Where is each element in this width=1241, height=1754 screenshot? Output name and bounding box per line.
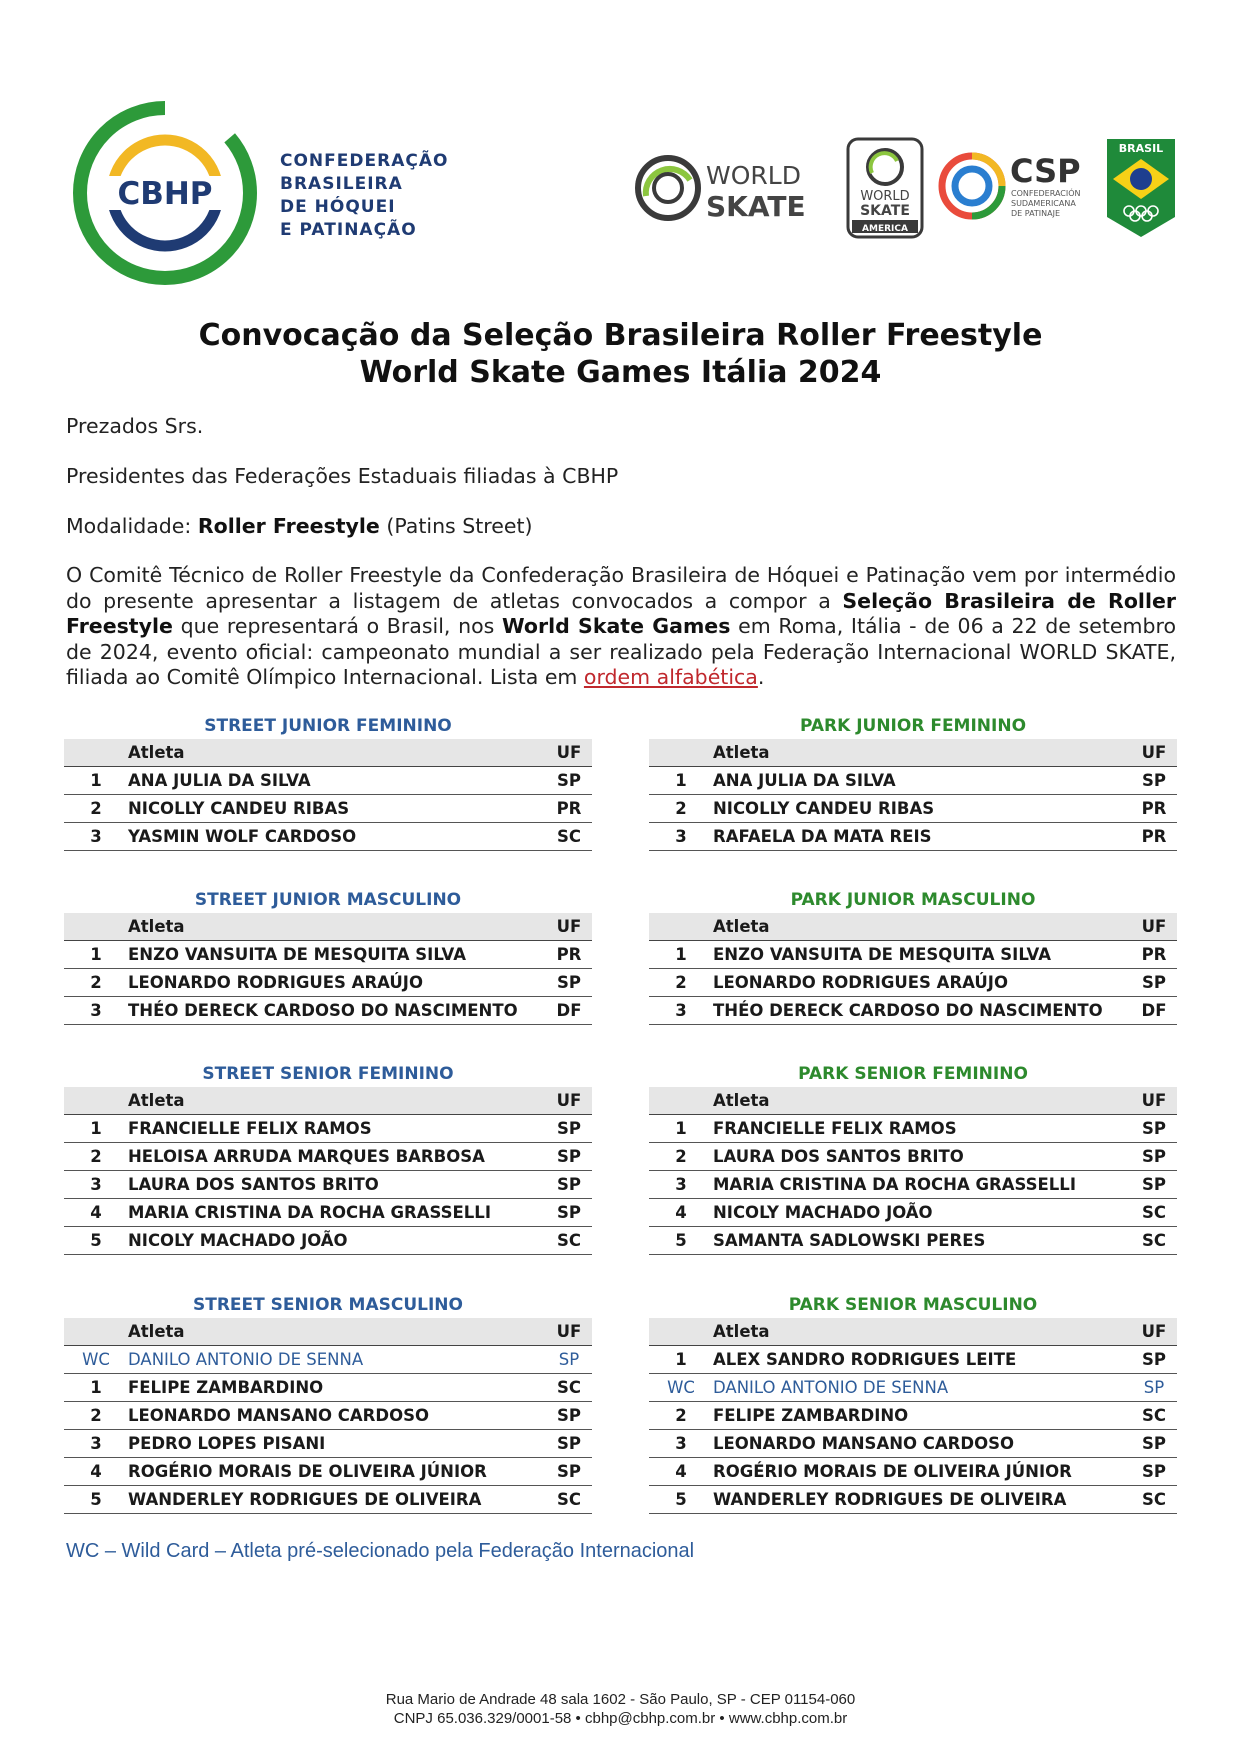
table-street-senior-feminino [64, 1061, 592, 1255]
athlete-uf: SP [1142, 771, 1166, 790]
wild-card-note: WC – Wild Card – Atleta pré-selecionado pela Federação Internacional [66, 1540, 695, 1562]
athlete-name: SAMANTA SADLOWSKI PERES [713, 1231, 986, 1250]
athlete-name: WANDERLEY RODRIGUES DE OLIVEIRA [128, 1490, 482, 1509]
row-number: 3 [90, 1434, 102, 1453]
row-number: 2 [675, 1406, 687, 1425]
athlete-name: LEONARDO RODRIGUES ARAÚJO [713, 973, 1008, 992]
athlete-name: HELOISA ARRUDA MARQUES BARBOSA [128, 1147, 485, 1166]
footer-address: Rua Mario de Andrade 48 sala 1602 - São Paulo, SP - CEP 01154-060 [385, 1691, 856, 1708]
col-athlete: Atleta [128, 1322, 185, 1341]
cbhp-name-line: E PATINAÇÃO [280, 220, 417, 240]
athlete-uf: SP [557, 1147, 581, 1166]
row-number: 2 [90, 1406, 102, 1425]
cbhp-name-line: BRASILEIRA [280, 174, 403, 194]
table-header-row [64, 1318, 592, 1346]
table-row [649, 767, 1177, 795]
athlete-name: ROGÉRIO MORAIS DE OLIVEIRA JÚNIOR [713, 1462, 1072, 1481]
athlete-name: LAURA DOS SANTOS BRITO [128, 1175, 379, 1194]
cbhp-name-line: CONFEDERAÇÃO [280, 151, 449, 171]
table-row [64, 1143, 592, 1171]
athlete-uf: SP [557, 1434, 581, 1453]
table-row [649, 1486, 1177, 1514]
row-number: 3 [90, 1175, 102, 1194]
col-uf: UF [1141, 917, 1167, 936]
table-title: STREET SENIOR FEMININO [202, 1064, 454, 1084]
athlete-uf: PR [556, 945, 582, 964]
table-row [64, 1115, 592, 1143]
col-athlete: Atleta [713, 1091, 770, 1110]
athlete-uf: SC [557, 1378, 581, 1397]
athlete-uf: SC [1142, 1406, 1166, 1425]
col-uf: UF [556, 743, 582, 762]
modality-label: Modalidade: [66, 514, 198, 538]
athlete-name: DANILO ANTONIO DE SENNA [128, 1350, 364, 1369]
table-row [649, 1171, 1177, 1199]
row-number: 2 [90, 1147, 102, 1166]
athlete-name: WANDERLEY RODRIGUES DE OLIVEIRA [713, 1490, 1067, 1509]
athlete-name: NICOLY MACHADO JOÃO [713, 1203, 933, 1222]
athlete-uf: DF [1141, 1001, 1167, 1020]
col-athlete: Atleta [128, 1091, 185, 1110]
table-row [649, 1458, 1177, 1486]
table-row [64, 1346, 592, 1374]
athlete-uf: SP [1142, 1147, 1166, 1166]
row-number: WC [667, 1378, 695, 1397]
alphabetical-order-link[interactable]: ordem alfabética [583, 665, 758, 689]
row-number: 1 [675, 1119, 687, 1138]
cbhp-logo-text: CBHP [117, 176, 213, 212]
table-row [64, 1430, 592, 1458]
athlete-name: NICOLY MACHADO JOÃO [128, 1231, 348, 1250]
col-uf: UF [556, 917, 582, 936]
table-title: STREET JUNIOR MASCULINO [194, 890, 462, 910]
athlete-name: FELIPE ZAMBARDINO [128, 1378, 324, 1397]
athlete-name: NICOLLY CANDEU RIBAS [128, 799, 350, 818]
row-number: 3 [90, 827, 102, 846]
row-number: 1 [675, 1350, 687, 1369]
ws-logo-world: WORLD [706, 161, 801, 190]
page-title-line-1: Convocação da Seleção Brasileira Roller Freestyle [198, 318, 1043, 353]
page-title-line-2: World Skate Games Itália 2024 [359, 355, 882, 390]
wsa-skate: SKATE [860, 203, 910, 219]
athlete-uf: SP [1142, 1350, 1166, 1369]
athlete-uf: DF [556, 1001, 582, 1020]
table-park-junior-feminino [649, 713, 1177, 851]
athlete-uf: SP [557, 1175, 581, 1194]
table-row [64, 997, 592, 1025]
athlete-uf: PR [1141, 827, 1167, 846]
csp-sub-2: SUDAMERICANA [1011, 199, 1076, 208]
athlete-name: ANA JULIA DA SILVA [128, 771, 311, 790]
athlete-uf: SP [1142, 1462, 1166, 1481]
salutation: Prezados Srs. [66, 414, 204, 438]
athlete-uf: PR [556, 799, 582, 818]
table-title: PARK SENIOR MASCULINO [788, 1295, 1038, 1315]
row-number: 1 [90, 1119, 102, 1138]
table-row [64, 1227, 592, 1255]
col-uf: UF [556, 1322, 582, 1341]
athlete-uf: SP [558, 1350, 580, 1369]
athlete-name: NICOLLY CANDEU RIBAS [713, 799, 935, 818]
row-number: 1 [675, 945, 687, 964]
table-header-row [649, 913, 1177, 941]
col-number [649, 1087, 713, 1114]
ws-logo-skate: SKATE [706, 190, 806, 223]
table-row [649, 823, 1177, 851]
world-skate-logo [632, 150, 832, 230]
body-bold: Seleção Brasileira de Roller Freestyle [66, 588, 1176, 638]
cbhp-full-name [280, 150, 448, 242]
athlete-name: ENZO VANSUITA DE MESQUITA SILVA [128, 945, 466, 964]
athlete-name: LAURA DOS SANTOS BRITO [713, 1147, 964, 1166]
cbhp-logo [72, 100, 258, 286]
athlete-name: ALEX SANDRO RODRIGUES LEITE [713, 1350, 1017, 1369]
body-text: que representará o Brasil, nos [172, 614, 502, 638]
athlete-uf: PR [1141, 799, 1167, 818]
csp-sub-1: CONFEDERACIÓN [1011, 189, 1081, 198]
row-number: 4 [675, 1462, 687, 1481]
body-text: em Roma, Itália - de 06 a 22 de setembro de 2024, evento oficial: campeonato mundial a ser realizado pela Federação Internacional WORLD SKATE, filiada ao Comitê Olímpico Internacional. Lista em [66, 614, 1176, 689]
table-row [649, 969, 1177, 997]
addressees: Presidentes das Federações Estaduais filiadas à CBHP [66, 464, 619, 488]
table-row [649, 941, 1177, 969]
col-number [649, 739, 713, 766]
row-number: 5 [90, 1490, 102, 1509]
table-row [64, 1199, 592, 1227]
table-title: PARK JUNIOR FEMININO [799, 716, 1027, 736]
brasil-olympic-logo [1105, 137, 1177, 239]
athlete-uf: SC [557, 827, 581, 846]
table-row [64, 1458, 592, 1486]
body-bold: World Skate Games [502, 614, 731, 638]
table-title: STREET SENIOR MASCULINO [193, 1295, 463, 1315]
athlete-uf: SP [557, 1203, 581, 1222]
athlete-name: LEONARDO RODRIGUES ARAÚJO [128, 973, 423, 992]
col-athlete: Atleta [713, 1322, 770, 1341]
table-row [64, 1171, 592, 1199]
athlete-name: PEDRO LOPES PISANI [128, 1434, 326, 1453]
col-number [64, 913, 128, 940]
athlete-uf: SP [557, 973, 581, 992]
table-row [649, 1430, 1177, 1458]
table-title: PARK JUNIOR MASCULINO [790, 890, 1036, 910]
athlete-name: THÉO DERECK CARDOSO DO NASCIMENTO [128, 1001, 518, 1020]
table-row [64, 1402, 592, 1430]
table-row [64, 969, 592, 997]
row-number: 5 [90, 1231, 102, 1250]
row-number: 4 [675, 1203, 687, 1222]
row-number: 3 [675, 827, 687, 846]
row-number: 5 [675, 1490, 687, 1509]
row-number: 5 [675, 1231, 687, 1250]
athlete-uf: SC [557, 1231, 581, 1250]
athlete-uf: SP [557, 1119, 581, 1138]
athlete-name: RAFAELA DA MATA REIS [713, 827, 932, 846]
csp-logo-text: CSP [1010, 152, 1081, 190]
row-number: 2 [90, 973, 102, 992]
table-row [649, 1115, 1177, 1143]
athlete-uf: SP [1142, 973, 1166, 992]
athlete-uf: SP [1143, 1378, 1165, 1397]
col-number [64, 1087, 128, 1114]
athlete-name: DANILO ANTONIO DE SENNA [713, 1378, 949, 1397]
footer-contact: CNPJ 65.036.329/0001-58 • cbhp@cbhp.com.br • www.cbhp.com.br [393, 1710, 848, 1727]
body-text: . [757, 665, 765, 689]
col-uf: UF [556, 1091, 582, 1110]
athlete-name: FRANCIELLE FELIX RAMOS [713, 1119, 957, 1138]
table-row [64, 767, 592, 795]
athlete-uf: SP [557, 1406, 581, 1425]
athlete-uf: SP [1142, 1119, 1166, 1138]
table-row [64, 795, 592, 823]
athlete-name: LEONARDO MANSANO CARDOSO [128, 1406, 430, 1425]
athlete-name: MARIA CRISTINA DA ROCHA GRASSELLI [128, 1203, 491, 1222]
table-street-junior-masculino [64, 887, 592, 1025]
table-header-row [64, 913, 592, 941]
row-number: 4 [90, 1203, 102, 1222]
cbhp-name-line: DE HÓQUEI [280, 197, 396, 217]
row-number: 1 [90, 771, 102, 790]
col-athlete: Atleta [713, 917, 770, 936]
athlete-uf: SC [557, 1490, 581, 1509]
brasil-text: BRASIL [1118, 142, 1164, 155]
wsa-america: AMERICA [862, 224, 908, 234]
row-number: 2 [90, 799, 102, 818]
table-row [649, 1374, 1177, 1402]
table-row [649, 997, 1177, 1025]
csp-sub-3: DE PATINAJE [1011, 209, 1061, 218]
row-number: WC [82, 1350, 110, 1369]
col-athlete: Atleta [128, 917, 185, 936]
col-athlete: Atleta [128, 743, 185, 762]
athlete-uf: SP [1142, 1175, 1166, 1194]
athlete-uf: SC [1142, 1231, 1166, 1250]
csp-logo [938, 146, 1088, 226]
athlete-name: ROGÉRIO MORAIS DE OLIVEIRA JÚNIOR [128, 1462, 487, 1481]
row-number: 2 [675, 973, 687, 992]
table-header-row [649, 1087, 1177, 1115]
athlete-name: THÉO DERECK CARDOSO DO NASCIMENTO [713, 1001, 1103, 1020]
athlete-uf: SC [1142, 1490, 1166, 1509]
table-row [649, 1346, 1177, 1374]
athlete-uf: SP [557, 1462, 581, 1481]
table-header-row [649, 739, 1177, 767]
athlete-name: FELIPE ZAMBARDINO [713, 1406, 909, 1425]
table-row [64, 1486, 592, 1514]
table-header-row [649, 1318, 1177, 1346]
table-row [64, 941, 592, 969]
row-number: 1 [675, 771, 687, 790]
athlete-name: FRANCIELLE FELIX RAMOS [128, 1119, 372, 1138]
table-row [649, 1227, 1177, 1255]
col-uf: UF [1141, 743, 1167, 762]
table-header-row [64, 739, 592, 767]
row-number: 4 [90, 1462, 102, 1481]
row-number: 3 [675, 1175, 687, 1194]
col-athlete: Atleta [713, 743, 770, 762]
body-paragraph [66, 563, 1176, 691]
col-number [649, 1318, 713, 1345]
table-row [64, 823, 592, 851]
col-uf: UF [1141, 1091, 1167, 1110]
row-number: 2 [675, 799, 687, 818]
athlete-name: ENZO VANSUITA DE MESQUITA SILVA [713, 945, 1051, 964]
table-row [649, 1402, 1177, 1430]
table-row [64, 1374, 592, 1402]
modality-extra: (Patins Street) [379, 514, 533, 538]
row-number: 3 [90, 1001, 102, 1020]
row-number: 2 [675, 1147, 687, 1166]
table-row [649, 795, 1177, 823]
table-title: STREET JUNIOR FEMININO [204, 716, 452, 736]
modality-line [66, 514, 1176, 540]
wsa-world: WORLD [860, 189, 910, 204]
table-park-junior-masculino [649, 887, 1177, 1025]
athlete-uf: SC [1142, 1203, 1166, 1222]
athlete-name: ANA JULIA DA SILVA [713, 771, 896, 790]
table-header-row [64, 1087, 592, 1115]
world-skate-america-logo [846, 137, 924, 239]
row-number: 1 [90, 945, 102, 964]
col-uf: UF [1141, 1322, 1167, 1341]
table-row [649, 1143, 1177, 1171]
athlete-uf: PR [1141, 945, 1167, 964]
athlete-name: YASMIN WOLF CARDOSO [128, 827, 357, 846]
col-number [649, 913, 713, 940]
table-row [649, 1199, 1177, 1227]
col-number [64, 1318, 128, 1345]
row-number: 3 [675, 1001, 687, 1020]
athlete-uf: SP [1142, 1434, 1166, 1453]
athlete-uf: SP [557, 771, 581, 790]
athlete-name: LEONARDO MANSANO CARDOSO [713, 1434, 1015, 1453]
table-title: PARK SENIOR FEMININO [798, 1064, 1028, 1084]
body-text: O Comitê Técnico de Roller Freestyle da Confederação Brasileira de Hóquei e Patinação vem por intermédio do presente apresentar a listagem de atletas convocados a compor a [66, 563, 1176, 613]
col-number [64, 739, 128, 766]
table-street-senior-masculino [64, 1292, 592, 1514]
row-number: 1 [90, 1378, 102, 1397]
row-number: 3 [675, 1434, 687, 1453]
modality-value: Roller Freestyle [197, 514, 380, 538]
table-park-senior-masculino [649, 1292, 1177, 1514]
athlete-name: MARIA CRISTINA DA ROCHA GRASSELLI [713, 1175, 1076, 1194]
table-park-senior-feminino [649, 1061, 1177, 1255]
table-street-junior-feminino [64, 713, 592, 851]
